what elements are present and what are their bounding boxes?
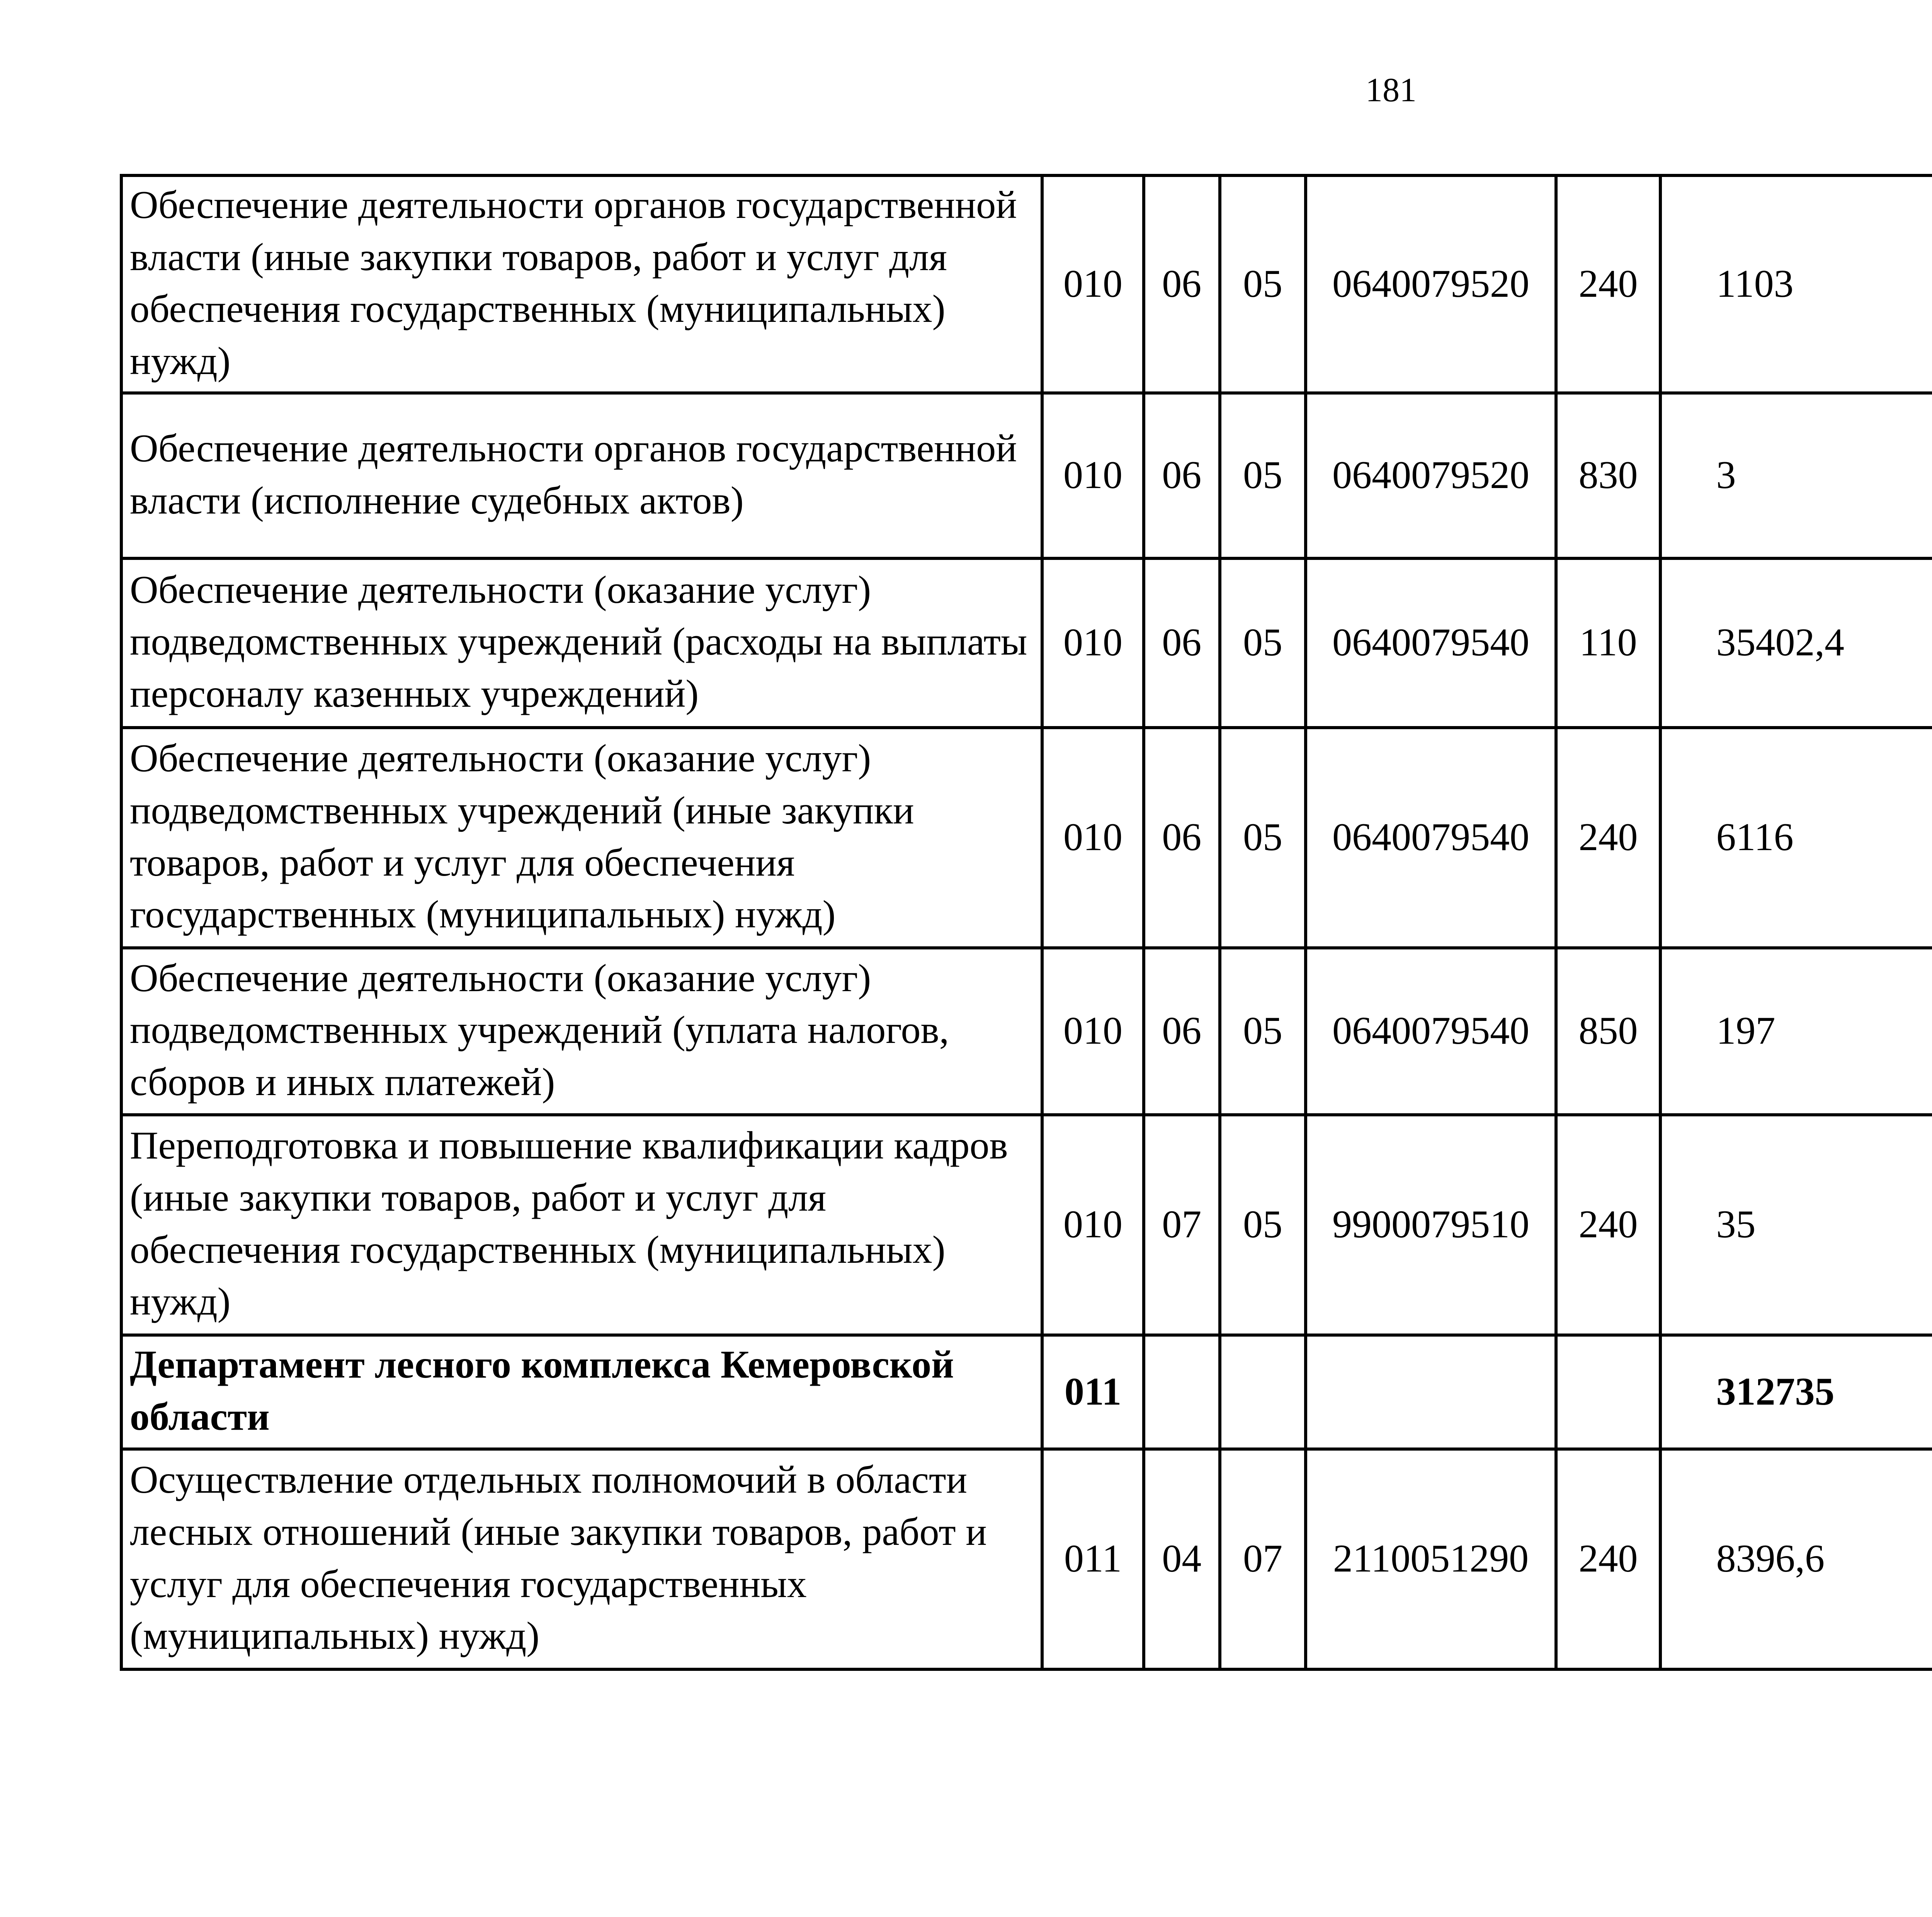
section-code: 06: [1144, 728, 1220, 948]
subsection-code: 05: [1220, 1115, 1306, 1335]
expense-type-code: 110: [1556, 558, 1661, 728]
table-row-department-total: [121, 1335, 1932, 1449]
expense-type-code: [1556, 1335, 1661, 1449]
section-code: [1144, 1335, 1220, 1449]
target-article-code: 0640079540: [1306, 948, 1556, 1115]
section-code: 06: [1144, 558, 1220, 728]
amount-year-1: 197: [1660, 948, 1932, 1115]
ministry-code: 011: [1042, 1335, 1144, 1449]
target-article-code: 2110051290: [1306, 1449, 1556, 1669]
section-code: 06: [1144, 948, 1220, 1115]
section-code: 07: [1144, 1115, 1220, 1335]
table-row: [121, 558, 1932, 728]
expense-type-code: 240: [1556, 728, 1661, 948]
ministry-code: 010: [1042, 1115, 1144, 1335]
amount-year-1: 1103: [1660, 175, 1932, 393]
table-row: [121, 948, 1932, 1115]
expense-type-code: 240: [1556, 175, 1661, 393]
row-description: Переподготовка и повышение квалификации кадров (иные закупки товаров, работ и услуг для обеспечения государственных (муниципальных) нужд): [121, 1115, 1042, 1335]
row-description: Осуществление отдельных полномочий в области лесных отношений (иные закупки товаров, работ и услуг для обеспечения государственных (муниципальных) нужд): [121, 1449, 1042, 1669]
table-row: [121, 175, 1932, 393]
ministry-code: 010: [1042, 948, 1144, 1115]
target-article-code: 0640079520: [1306, 393, 1556, 558]
ministry-code: 010: [1042, 728, 1144, 948]
row-description: Обеспечение деятельности (оказание услуг) подведомственных учреждений (уплата налогов, сборов и иных платежей): [121, 948, 1042, 1115]
expense-type-code: 240: [1556, 1115, 1661, 1335]
amount-year-1: 35402,4: [1660, 558, 1932, 728]
target-article-code: 0640079540: [1306, 728, 1556, 948]
target-article-code: 0640079520: [1306, 175, 1556, 393]
table-row: [121, 1115, 1932, 1335]
ministry-code: 011: [1042, 1449, 1144, 1669]
section-code: 06: [1144, 393, 1220, 558]
section-code: 04: [1144, 1449, 1220, 1669]
target-article-code: 0640079540: [1306, 558, 1556, 728]
table-row: [121, 393, 1932, 558]
amount-year-1: 312735: [1660, 1335, 1932, 1449]
row-description: Обеспечение деятельности (оказание услуг) подведомственных учреждений (расходы на выплаты персоналу казенных учреждений): [121, 558, 1042, 728]
section-code: 06: [1144, 175, 1220, 393]
page-number: 181: [1366, 71, 1417, 109]
subsection-code: 05: [1220, 175, 1306, 393]
subsection-code: 05: [1220, 558, 1306, 728]
ministry-code: 010: [1042, 175, 1144, 393]
subsection-code: 05: [1220, 728, 1306, 948]
budget-table: [120, 174, 1932, 1671]
expense-type-code: 850: [1556, 948, 1661, 1115]
ministry-code: 010: [1042, 558, 1144, 728]
table-row: [121, 1449, 1932, 1669]
amount-year-1: 6116: [1660, 728, 1932, 948]
table-row: [121, 728, 1932, 948]
amount-year-1: 35: [1660, 1115, 1932, 1335]
target-article-code: [1306, 1335, 1556, 1449]
subsection-code: 05: [1220, 393, 1306, 558]
department-name: Департамент лесного комплекса Кемеровской области: [121, 1335, 1042, 1449]
subsection-code: [1220, 1335, 1306, 1449]
row-description: Обеспечение деятельности (оказание услуг) подведомственных учреждений (иные закупки товаров, работ и услуг для обеспечения государственных (муниципальных) нужд): [121, 728, 1042, 948]
amount-year-1: 8396,6: [1660, 1449, 1932, 1669]
subsection-code: 05: [1220, 948, 1306, 1115]
row-description: Обеспечение деятельности органов государственной власти (исполнение судебных актов): [121, 393, 1042, 558]
expense-type-code: 240: [1556, 1449, 1661, 1669]
row-description: Обеспечение деятельности органов государственной власти (иные закупки товаров, работ и услуг для обеспечения государственных (муниципальных) нужд): [121, 175, 1042, 393]
target-article-code: 9900079510: [1306, 1115, 1556, 1335]
expense-type-code: 830: [1556, 393, 1661, 558]
amount-year-1: 3: [1660, 393, 1932, 558]
subsection-code: 07: [1220, 1449, 1306, 1669]
ministry-code: 010: [1042, 393, 1144, 558]
